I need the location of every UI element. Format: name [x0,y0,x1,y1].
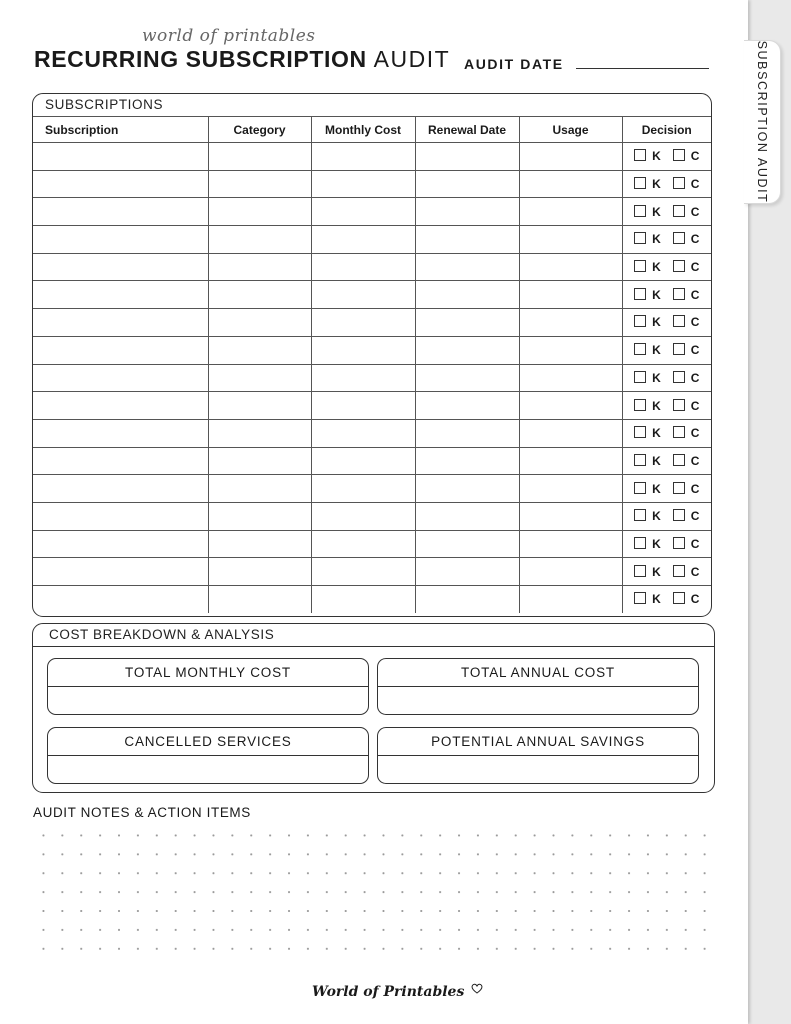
col-category: Category [208,117,311,143]
monthly-cost-cell[interactable] [311,558,415,586]
subscription-cell[interactable] [33,586,208,613]
usage-cell[interactable] [519,143,622,171]
monthly-cost-cell[interactable] [311,392,415,420]
usage-cell[interactable] [519,170,622,198]
decision-cell [622,392,711,420]
cancel-label: C [690,481,700,496]
keep-label: K [652,149,661,164]
cancel-option [673,399,700,413]
potential-annual-savings-box[interactable] [377,727,699,784]
category-cell[interactable] [208,586,311,613]
cancel-label: C [690,536,700,551]
cancel-option [673,149,700,163]
keep-option [634,205,661,219]
keep-label: K [652,287,661,302]
keep-checkbox[interactable] [634,149,646,161]
decision-cell [622,198,711,226]
keep-checkbox[interactable] [634,482,646,494]
renewal-date-cell[interactable] [415,419,519,447]
usage-cell[interactable] [519,530,622,558]
keep-option [634,565,661,579]
cancel-label: C [690,149,700,164]
monthly-cost-cell[interactable] [311,281,415,309]
subscription-cell[interactable] [33,475,208,503]
cancel-label: C [690,343,700,358]
usage-cell[interactable] [519,309,622,337]
usage-cell[interactable] [519,198,622,226]
monthly-cost-cell[interactable] [311,419,415,447]
keep-checkbox[interactable] [634,371,646,383]
category-cell[interactable] [208,309,311,337]
cancel-label: C [690,204,700,219]
keep-checkbox[interactable] [634,454,646,466]
cancel-label: C [690,509,700,524]
table-row [33,530,711,558]
monthly-cost-cell[interactable] [311,530,415,558]
cancelled-services-box[interactable] [47,727,369,784]
table-row [33,419,711,447]
subscription-cell[interactable] [33,198,208,226]
renewal-date-cell[interactable] [415,309,519,337]
cancel-checkbox[interactable] [673,565,685,577]
cancel-option [673,343,700,357]
keep-checkbox[interactable] [634,205,646,217]
title-light: AUDIT [373,46,451,72]
keep-option [634,371,661,385]
keep-checkbox[interactable] [634,592,646,604]
keep-checkbox[interactable] [634,177,646,189]
table-row [33,392,711,420]
notes-label: AUDIT NOTES & ACTION ITEMS [33,805,251,820]
category-cell[interactable] [208,253,311,281]
keep-option [634,149,661,163]
cancel-label: C [690,453,700,468]
monthly-cost-cell[interactable] [311,502,415,530]
subscription-cell[interactable] [33,364,208,392]
table-row [33,558,711,586]
table-row [33,143,711,171]
keep-option [634,482,661,496]
cancel-option [673,592,700,606]
subscription-cell[interactable] [33,143,208,171]
usage-cell[interactable] [519,253,622,281]
heart-icon [471,983,483,994]
decision-cell [622,475,711,503]
keep-label: K [652,370,661,385]
subscription-cell[interactable] [33,226,208,254]
cost-divider [33,646,714,647]
keep-option [634,399,661,413]
keep-option [634,509,661,523]
category-cell[interactable] [208,558,311,586]
keep-option [634,454,661,468]
decision-cell [622,143,711,171]
keep-option [634,426,661,440]
decision-cell [622,336,711,364]
subscriptions-section [32,93,712,617]
keep-checkbox[interactable] [634,537,646,549]
brand-script: world of printables [142,26,316,46]
decision-cell [622,419,711,447]
subscription-audit-tab[interactable] [744,40,781,204]
subscriptions-table [33,116,711,613]
category-cell[interactable] [208,475,311,503]
renewal-date-cell[interactable] [415,586,519,613]
subscription-cell[interactable] [33,530,208,558]
monthly-cost-cell[interactable] [311,226,415,254]
usage-cell[interactable] [519,281,622,309]
cancel-checkbox[interactable] [673,426,685,438]
subscription-cell[interactable] [33,281,208,309]
decision-cell [622,226,711,254]
renewal-date-cell[interactable] [415,336,519,364]
col-subscription: Subscription [33,117,208,143]
cancel-label: C [690,232,700,247]
decision-cell [622,586,711,613]
cancel-checkbox[interactable] [673,537,685,549]
monthly-cost-cell[interactable] [311,475,415,503]
cancel-option [673,509,700,523]
cancel-label: C [690,315,700,330]
monthly-cost-cell[interactable] [311,364,415,392]
cancel-checkbox[interactable] [673,260,685,272]
table-row [33,198,711,226]
keep-checkbox[interactable] [634,565,646,577]
keep-label: K [652,509,661,524]
cancel-label: C [690,260,700,275]
usage-cell[interactable] [519,364,622,392]
category-cell[interactable] [208,198,311,226]
subscription-cell[interactable] [33,447,208,475]
page-title [34,46,450,73]
usage-cell[interactable] [519,419,622,447]
keep-label: K [652,536,661,551]
usage-cell[interactable] [519,558,622,586]
usage-cell[interactable] [519,226,622,254]
renewal-date-cell[interactable] [415,226,519,254]
keep-checkbox[interactable] [634,509,646,521]
keep-label: K [652,481,661,496]
audit-date-field[interactable] [576,68,709,69]
keep-label: K [652,260,661,275]
table-row [33,586,711,613]
keep-option [634,537,661,551]
table-row [33,447,711,475]
monthly-cost-cell[interactable] [311,253,415,281]
cancel-checkbox[interactable] [673,315,685,327]
table-row [33,253,711,281]
keep-label: K [652,426,661,441]
table-row [33,364,711,392]
col-decision: Decision [622,117,711,143]
cancel-option [673,482,700,496]
table-row [33,502,711,530]
renewal-date-cell[interactable] [415,253,519,281]
keep-label: K [652,177,661,192]
decision-cell [622,502,711,530]
cancel-checkbox[interactable] [673,288,685,300]
table-row [33,309,711,337]
table-row [33,226,711,254]
category-cell[interactable] [208,530,311,558]
decision-cell [622,447,711,475]
subscription-cell[interactable] [33,336,208,364]
cancel-option [673,288,700,302]
category-cell[interactable] [208,170,311,198]
category-cell[interactable] [208,364,311,392]
subscription-cell[interactable] [33,309,208,337]
renewal-date-cell[interactable] [415,475,519,503]
keep-label: K [652,398,661,413]
decision-cell [622,170,711,198]
cancel-option [673,454,700,468]
table-row [33,475,711,503]
cancel-checkbox[interactable] [673,371,685,383]
cancel-label: C [690,426,700,441]
keep-checkbox[interactable] [634,315,646,327]
keep-option [634,592,661,606]
side-tab-label: SUBSCRIPTION AUDIT [755,40,769,204]
category-cell[interactable] [208,336,311,364]
decision-cell [622,281,711,309]
usage-cell[interactable] [519,502,622,530]
cost-section [32,623,715,793]
cancel-option [673,565,700,579]
keep-label: K [652,564,661,579]
decision-cell [622,253,711,281]
keep-checkbox[interactable] [634,288,646,300]
keep-checkbox[interactable] [634,232,646,244]
cancel-label: C [690,177,700,192]
keep-option [634,260,661,274]
keep-option [634,288,661,302]
cancel-label: C [690,370,700,385]
renewal-date-cell[interactable] [415,170,519,198]
cancel-option [673,205,700,219]
total-annual-cost-label: TOTAL ANNUAL COST [378,659,698,687]
subscriptions-label: SUBSCRIPTIONS [45,97,164,112]
cancel-option [673,315,700,329]
keep-option [634,315,661,329]
cancel-option [673,426,700,440]
usage-cell[interactable] [519,475,622,503]
category-cell[interactable] [208,226,311,254]
cancel-checkbox[interactable] [673,205,685,217]
subscription-cell[interactable] [33,502,208,530]
footer-logo [312,983,483,1000]
col-monthly-cost: Monthly Cost [311,117,415,143]
table-row [33,170,711,198]
keep-label: K [652,232,661,247]
total-monthly-cost-label: TOTAL MONTHLY COST [48,659,368,687]
renewal-date-cell[interactable] [415,558,519,586]
category-cell[interactable] [208,143,311,171]
cancel-option [673,232,700,246]
renewal-date-cell[interactable] [415,502,519,530]
category-cell[interactable] [208,392,311,420]
keep-label: K [652,204,661,219]
cancel-label: C [690,592,700,607]
monthly-cost-cell[interactable] [311,586,415,613]
keep-option [634,343,661,357]
renewal-date-cell[interactable] [415,143,519,171]
subscription-cell[interactable] [33,170,208,198]
monthly-cost-cell[interactable] [311,309,415,337]
cancel-label: C [690,564,700,579]
cancel-label: C [690,398,700,413]
usage-cell[interactable] [519,392,622,420]
decision-cell [622,530,711,558]
decision-cell [622,309,711,337]
cancel-checkbox[interactable] [673,149,685,161]
total-annual-cost-box[interactable] [377,658,699,715]
title-bold: RECURRING SUBSCRIPTION [34,46,367,72]
usage-cell[interactable] [519,586,622,613]
monthly-cost-cell[interactable] [311,170,415,198]
category-cell[interactable] [208,447,311,475]
monthly-cost-cell[interactable] [311,447,415,475]
cancel-checkbox[interactable] [673,399,685,411]
cancel-checkbox[interactable] [673,232,685,244]
category-cell[interactable] [208,502,311,530]
renewal-date-cell[interactable] [415,364,519,392]
subscription-cell[interactable] [33,558,208,586]
subscription-cell[interactable] [33,253,208,281]
keep-checkbox[interactable] [634,399,646,411]
table-row [33,336,711,364]
renewal-date-cell[interactable] [415,530,519,558]
category-cell[interactable] [208,281,311,309]
renewal-date-cell[interactable] [415,281,519,309]
monthly-cost-cell[interactable] [311,143,415,171]
cancel-checkbox[interactable] [673,177,685,189]
keep-checkbox[interactable] [634,426,646,438]
cancelled-services-label: CANCELLED SERVICES [48,728,368,756]
cancel-checkbox[interactable] [673,454,685,466]
subscription-cell[interactable] [33,392,208,420]
col-usage: Usage [519,117,622,143]
monthly-cost-cell[interactable] [311,336,415,364]
usage-cell[interactable] [519,447,622,475]
category-cell[interactable] [208,419,311,447]
total-monthly-cost-box[interactable] [47,658,369,715]
keep-label: K [652,343,661,358]
keep-checkbox[interactable] [634,260,646,272]
keep-checkbox[interactable] [634,343,646,355]
usage-cell[interactable] [519,336,622,364]
cancel-label: C [690,287,700,302]
decision-cell [622,558,711,586]
cancel-checkbox[interactable] [673,592,685,604]
col-renewal-date: Renewal Date [415,117,519,143]
cost-label: COST BREAKDOWN & ANALYSIS [49,627,275,642]
cancel-checkbox[interactable] [673,509,685,521]
potential-annual-savings-label: POTENTIAL ANNUAL SAVINGS [378,728,698,756]
renewal-date-cell[interactable] [415,447,519,475]
keep-option [634,177,661,191]
table-row [33,281,711,309]
renewal-date-cell[interactable] [415,392,519,420]
decision-cell [622,364,711,392]
cancel-option [673,260,700,274]
cancel-checkbox[interactable] [673,343,685,355]
audit-date-label: AUDIT DATE [464,56,564,72]
cancel-option [673,537,700,551]
cancel-checkbox[interactable] [673,482,685,494]
keep-label: K [652,592,661,607]
renewal-date-cell[interactable] [415,198,519,226]
subscription-cell[interactable] [33,419,208,447]
dot-grid-notes-area[interactable] [34,826,720,966]
keep-label: K [652,315,661,330]
cancel-option [673,371,700,385]
monthly-cost-cell[interactable] [311,198,415,226]
footer-text: World of Printables [312,984,465,1000]
keep-label: K [652,453,661,468]
cancel-option [673,177,700,191]
keep-option [634,232,661,246]
